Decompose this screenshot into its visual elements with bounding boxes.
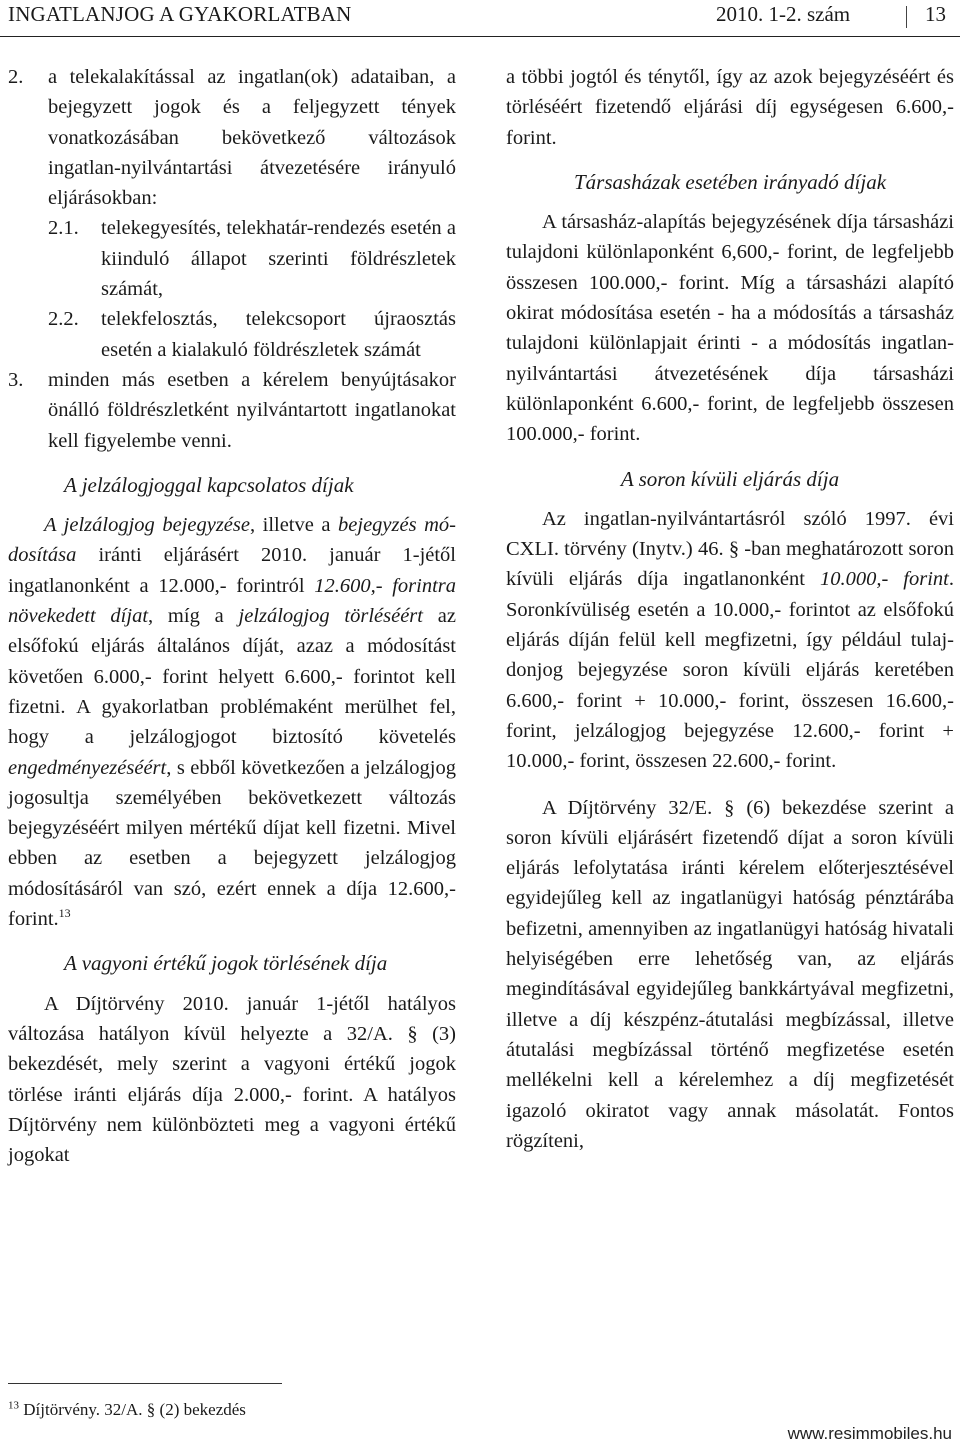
section-heading-priority-procedure: A soron kívüli eljárás díja bbox=[620, 466, 840, 491]
list-item-3 bbox=[8, 365, 456, 456]
section-heading-condominium: Társasházak esetében irányadó díjak bbox=[573, 169, 887, 194]
paragraph-priority-payment: A Díjtörvény 32/E. § (6) bekezdése szerint a soron kívüli eljárásért fizetendő díjat a soron kívüli eljárás lefolytatása iránti kérelem előterjesztésével egyidejűleg kell az ingatlanügyi hatóság pénztárába befizetni, amennyiben az ingatlanügyi hatóság hivatali helyiségében erre lehetőség van, az eljárás megindításával egyidejűleg bankkártyával megfizetni, illetve a díj készpénz-átutalási megbízással, illetve átutalási megbízással történő megfizetése esetén mellékelni kell a kérelemhez a díj megfizetését igazoló okiratot vagy annak másolatát. Fontos rögzíteni, bbox=[506, 796, 954, 1152]
list-text: minden más esetben a kérelem benyújtásakor önálló földrészletként nyilvántartott ingatlanokat kell figyelembe venni. bbox=[48, 368, 456, 452]
left-column bbox=[8, 62, 456, 1170]
italic-phrase: A jelzálogjog bejegyzése bbox=[44, 514, 250, 537]
paragraph-priority-fee bbox=[506, 504, 954, 777]
footnote-text: Díjtörvény. 32/A. § (2) bekezdés bbox=[23, 1400, 246, 1419]
paragraph-text: Az ingatlan-nyilvántartásról szóló 1997. évi CXLI. törvény (Inytv.) 46. § -ban meghatározott soron kívüli eljárás díja ingatlanonként bbox=[506, 507, 954, 591]
paragraph-property-rights: A Díjtörvény 2010. január 1-jétől hatályos változása hatályon kívül helyezte a 32/A. § (3) bekezdését, mely szerint a vagyoni értékű jogok törlése iránti eljárás díja 2.000,- forint. A hatályos Díjtörvény nem különbözteti meg a vagyoni értékű jogokat bbox=[8, 992, 456, 1167]
italic-phrase: 12.600,- forintra növekedett díjat bbox=[8, 574, 456, 628]
italic-phrase: bejegyzés módosítása bbox=[8, 514, 456, 567]
right-column bbox=[506, 62, 954, 1156]
paragraph-text: , illetve a bbox=[249, 514, 339, 537]
paragraph-condominium: A társasház-alapítás bejegyzésének díja társasházi tulajdoni különlaponként 6,600,- forint, de legfeljebb összesen 100.000,- forint. Míg a társasházi alapító okirat módosítása esetén - ha a módosítás a társasház tulajdoni különlapjait érinti - a módosítás ingatlan-nyilvántartási átvezetésének díja társasházi különlaponként 6.600,- forint, de legfeljebb összesen 100.000,- forint. bbox=[506, 211, 954, 446]
list-text: telekfelosztás, telekcsoport újraosztás esetén a kialakuló földrészletek számát bbox=[101, 308, 456, 361]
issue-date: 2010. 1-2. szám bbox=[716, 2, 851, 26]
list-text: telekegyesítés, telekhatár-rendezés esetén a kiinduló állapot szerinti földrészletek számát, bbox=[101, 217, 456, 301]
list-text: a telekalakítással az ingatlan(ok) adataiban, a bejegyzett jogok és a feljegyzett tények vonatkozásában bekövetkező változások ingatlan-nyilvántartási átvezetésére irányuló eljárásokban: bbox=[48, 66, 456, 210]
list-item-2-2 bbox=[8, 304, 456, 365]
page-number: 13 bbox=[925, 2, 946, 26]
list-item-2 bbox=[8, 62, 456, 213]
journal-title: INGATLANJOG A GYAKORLATBAN bbox=[8, 2, 352, 26]
italic-phrase: engedményezéséért bbox=[8, 756, 167, 779]
footnote-reference[interactable]: 13 bbox=[58, 906, 71, 921]
italic-phrase: jelzálogjog törléséért bbox=[238, 605, 423, 628]
paragraph-text: . Soronkívüliség esetén a 10.000,- forintot az elsőfokú eljárás díján felül kell megfizetni, így például tulajdonjog bejegyzése soron kívüli eljárás keretében 6.600,- forint + 10.000,- forint, összesen 16.600,- forint, jelzálogjog bejegyzése 12.600,- forint + 10.000,- forint, összesen 22.600,- forint. bbox=[506, 568, 954, 773]
paragraph-text: , s ebből következően a jelzálogjog jogosultja személyében bekövetkezett változás bejegyzéséért milyen mértékű díjat kell fizetni. Mivel ebben az esetben a bejegyzett jelzálogjog módosításáról van szó, ezért ennek a díja 12.600,- forint. bbox=[8, 756, 456, 931]
list-item-2-1 bbox=[8, 213, 456, 304]
section-heading-mortgage: A jelzálogjoggal kapcsolatos díjak bbox=[64, 472, 354, 497]
footnote-number: 13 bbox=[8, 1399, 19, 1412]
paragraph-continuation: a többi jogtól és ténytől, így az azok bejegyzéséért és törléséért fizetendő eljárási díj egységesen 6.600,- forint. bbox=[506, 66, 954, 149]
paragraph-text: , míg a bbox=[148, 605, 239, 628]
running-header bbox=[0, 0, 960, 37]
italic-phrase: 10.000,- forint bbox=[819, 568, 949, 591]
section-heading-property-rights: A vagyoni értékű jogok törlésének díja bbox=[64, 951, 388, 976]
header-divider bbox=[906, 6, 907, 28]
list-number: 2. bbox=[8, 66, 24, 88]
list-number: 2.1. bbox=[48, 217, 79, 240]
website-watermark[interactable]: www.resimmobiles.hu bbox=[787, 1424, 952, 1443]
paragraph-text: az elsőfokú eljárás általános díját, azaz a módosítást követően 6.000,- forint helyett 6.600,- forintot kell fizetni. A gyakorlatban problémaként merülhet fel, hogy a jelzálogjogot biztosító követelés bbox=[8, 605, 456, 749]
list-number: 3. bbox=[8, 368, 24, 391]
list-number: 2.2. bbox=[48, 308, 79, 331]
paragraph-mortgage bbox=[8, 510, 456, 934]
paragraph-text: iránti eljárásért 2010. január 1-jétől ingatlanonként a 12.000,- forintról bbox=[8, 544, 456, 597]
footnote-divider bbox=[8, 1383, 282, 1384]
footnote bbox=[8, 1400, 246, 1420]
